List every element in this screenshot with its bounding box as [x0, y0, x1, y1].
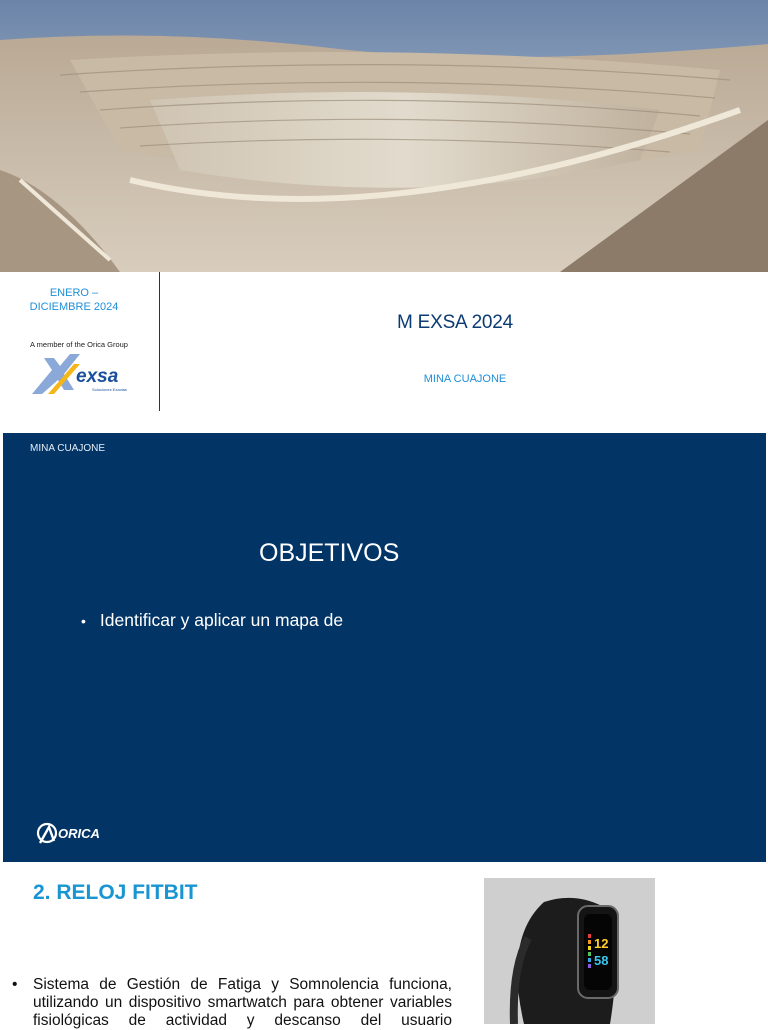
document-subtitle: MINA CUAJONE — [423, 373, 507, 385]
slide-bullet — [81, 610, 343, 632]
watch-minute: 58 — [594, 953, 609, 968]
slide-tag: MINA CUAJONE — [30, 443, 106, 454]
member-of-orica-text: A member of the Orica Group — [30, 340, 128, 349]
section-bullet — [12, 976, 452, 1030]
fitbit-watch-image — [484, 878, 655, 1024]
bullet-icon: • — [81, 613, 86, 629]
slide-title: OBJETIVOS — [259, 539, 400, 567]
orica-logo-text: ORICA — [58, 826, 100, 841]
document-title: M EXSA 2024 — [396, 312, 514, 333]
hero-mine-photo — [0, 0, 768, 272]
objectives-slide — [3, 433, 766, 862]
period-label: ENERO – DICIEMBRE 2024 — [29, 287, 119, 313]
exsa-logo — [30, 350, 134, 398]
section-title: 2. RELOJ FITBIT — [33, 881, 198, 904]
section-bullet-text: Sistema de Gestión de Fatiga y Somnolencia funciona, utilizando un dispositivo smartwatch para obtener variables fisiológicas de actividad y descanso del usuario — [33, 976, 452, 1029]
header-divider — [159, 272, 160, 411]
exsa-logo-tagline: Soluciones Exactas — [92, 387, 127, 392]
orica-logo — [36, 821, 106, 845]
exsa-logo-text: exsa — [76, 366, 119, 387]
slide-bullet-text: Identificar y aplicar un mapa de — [99, 610, 344, 630]
watch-hour: 12 — [594, 936, 609, 951]
bullet-icon: • — [12, 976, 18, 993]
